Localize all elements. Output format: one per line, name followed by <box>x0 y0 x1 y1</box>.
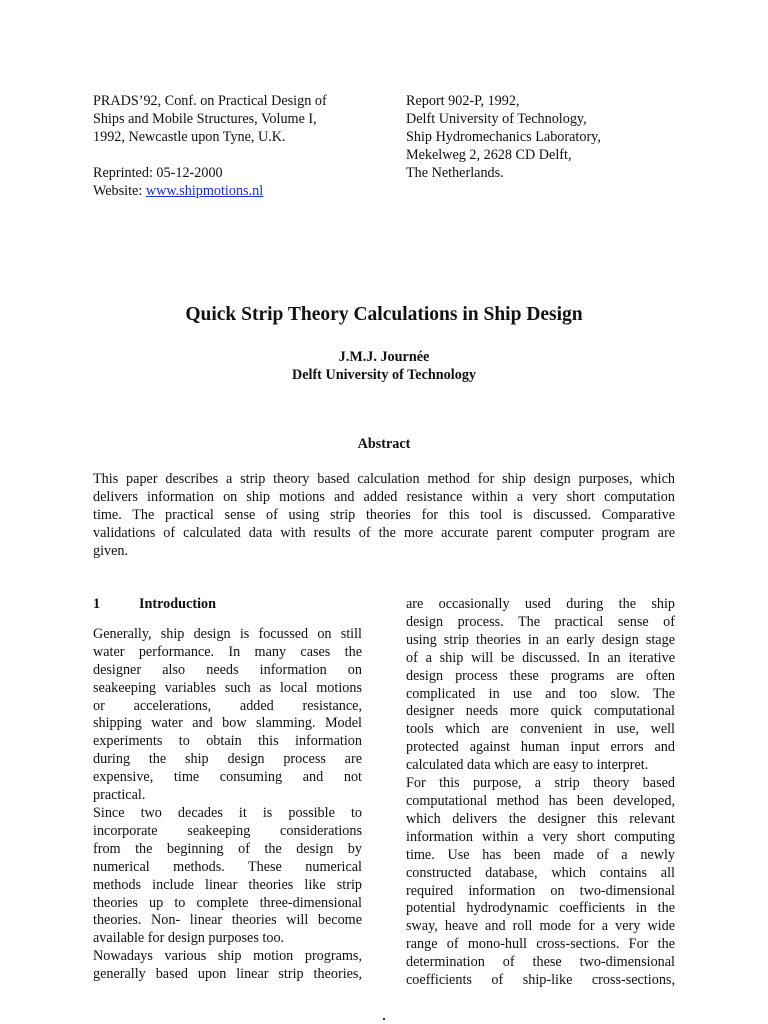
text-line: sway, heave and roll mode for a very wide <box>406 918 675 935</box>
section-heading <box>93 596 362 614</box>
text-line: Nowadays various ship motion programs, <box>93 948 362 965</box>
reprint-date: Reprinted: 05-12-2000 <box>93 165 223 181</box>
paper-title: Quick Strip Theory Calculations in Ship Design <box>185 304 583 325</box>
paragraph <box>93 626 362 805</box>
text-line: during the ship design process are <box>93 751 362 768</box>
text-line: using strip theories in an early design stage <box>406 631 675 648</box>
text-line: of a ship will be discussed. In an iterative <box>406 649 675 666</box>
abstract-heading: Abstract <box>357 436 411 452</box>
text-line: determination of these two-dimensional <box>406 954 675 971</box>
section-title: Introduction <box>139 596 216 612</box>
text-line: Since two decades it is possible to <box>93 804 362 821</box>
text-line: protected against human input errors and <box>406 739 675 756</box>
website-link[interactable]: www.shipmotions.nl <box>145 183 264 199</box>
website-line <box>93 182 383 200</box>
text-line: time. Use has been made of a newly <box>406 846 675 863</box>
right-column <box>406 596 675 990</box>
conference-line: 1992, Newcastle upon Tyne, U.K. <box>93 129 286 145</box>
report-line: Report 902-P, 1992, <box>406 93 520 109</box>
report-line: The Netherlands. <box>406 165 504 181</box>
abstract-line: validations of calculated data with results of the more accurate parent computer program are <box>93 525 675 541</box>
text-line: computational method has been developed, <box>406 792 675 809</box>
text-line: constructed database, which contains all <box>406 864 675 881</box>
text-line: or accelerations, added resistance, <box>93 697 362 714</box>
text-line: designer also needs information on <box>93 661 362 678</box>
abstract-line: delivers information on ship motions and added resistance within a very short computation <box>93 489 675 505</box>
report-info <box>406 92 706 182</box>
text-line: Generally, ship design is focussed on still <box>93 625 362 642</box>
conference-line: PRADS’92, Conf. on Practical Design of <box>93 93 327 109</box>
author-block <box>0 348 768 384</box>
text-line: range of mono-hull cross-sections. For the <box>406 936 675 953</box>
text-line: methods include linear theories like strip <box>93 876 362 893</box>
conference-info <box>93 92 383 200</box>
text-line: theories up to complete three-dimensional <box>93 894 362 911</box>
text-line: generally based upon linear strip theories, <box>93 966 362 983</box>
text-line: water performance. In many cases the <box>93 643 362 660</box>
text-line: numerical methods. These numerical <box>93 858 362 875</box>
text-line: which delivers the designer this relevant <box>406 810 675 827</box>
text-line: designer needs more quick computational <box>406 703 675 720</box>
abstract-line: time. The practical sense of using strip theories for this tool is discussed. Comparative <box>93 507 675 523</box>
abstract-body <box>93 470 675 560</box>
report-line: Delft University of Technology, <box>406 111 587 127</box>
left-column <box>93 596 362 984</box>
text-line: coefficients of ship-like cross-sections, <box>406 972 675 989</box>
text-line: seakeeping variables such as local motions <box>93 679 362 696</box>
author-name: J.M.J. Journée <box>338 349 430 365</box>
text-line: expensive, time consuming and not <box>93 769 362 786</box>
text-line: tools which are convenient in use, well <box>406 721 675 738</box>
text-line: design process these programs are often <box>406 667 675 684</box>
section-number: 1 <box>93 596 101 612</box>
abstract-line: This paper describes a strip theory based calculation method for ship design purposes, which <box>93 471 675 487</box>
text-line: information within a very short computing <box>406 828 675 845</box>
text-line: potential hydrodynamic coefficients in the <box>406 900 675 917</box>
page-mark <box>383 1018 385 1020</box>
paragraph <box>93 805 362 948</box>
text-line: experiments to obtain this information <box>93 733 362 750</box>
text-line: shipping water and bow slamming. Model <box>93 715 362 732</box>
conference-line: Ships and Mobile Structures, Volume I, <box>93 111 317 127</box>
text-line: from the beginning of the design by <box>93 840 362 857</box>
text-line: practical. <box>93 787 146 804</box>
text-line: are occasionally used during the ship <box>406 596 675 612</box>
abstract-line: given. <box>93 543 129 559</box>
text-line: For this purpose, a strip theory based <box>406 775 675 792</box>
text-line: available for design purposes too. <box>93 930 285 947</box>
text-line: complicated in use and too slow. The <box>406 685 675 702</box>
text-line: calculated data which are easy to interpret. <box>406 757 649 774</box>
text-line: theories. Non- linear theories will become <box>93 912 362 929</box>
text-line: incorporate seakeeping considerations <box>93 822 362 839</box>
text-line: design process. The practical sense of <box>406 613 675 630</box>
report-line: Ship Hydromechanics Laboratory, <box>406 129 601 145</box>
report-line: Mekelweg 2, 2628 CD Delft, <box>406 147 572 163</box>
text-line: required information on two-dimensional <box>406 882 675 899</box>
paragraph <box>93 948 362 984</box>
author-affiliation: Delft University of Technology <box>291 367 477 383</box>
website-label: Website: <box>93 183 146 199</box>
